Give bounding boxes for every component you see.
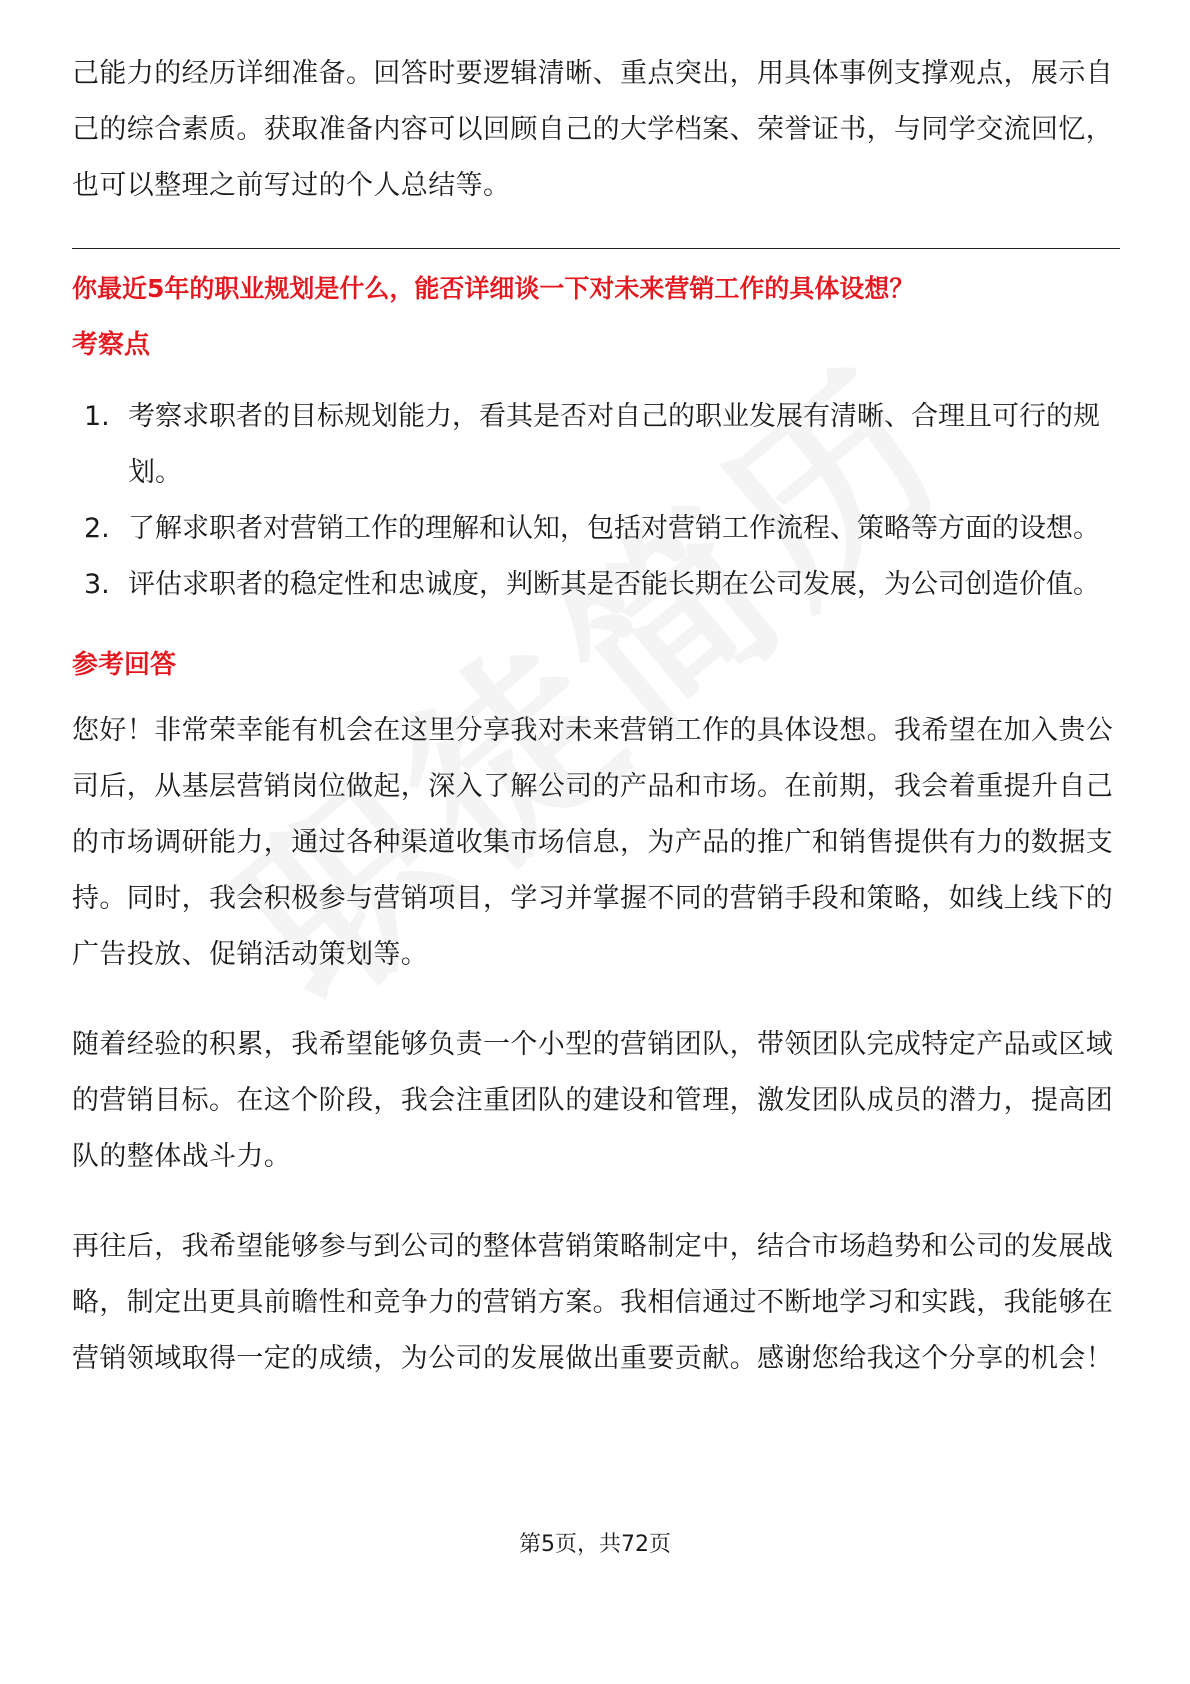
reference-answer-heading: 参考回答: [72, 650, 177, 680]
examination-heading: 考察点: [72, 330, 151, 360]
answer-paragraph: 您好！非常荣幸能有机会在这里分享我对未来营销工作的具体设想。我希望在加入贵公司后，从基层营销岗位做起，深入了解公司的产品和市场。在前期，我会着重提升自己的市场调研能力，通过各种渠道收集市场信息，为产品的推广和销售提供有力的数据支持。同时，我会积极参与营销项目，学习并掌握不同的营销手段和策略，如线上线下的广告投放、促销活动策划等。: [72, 715, 1114, 970]
list-item: [72, 389, 1120, 501]
question-title: 你最近5年的职业规划是什么，能否详细谈一下对未来营销工作的具体设想？: [72, 274, 915, 303]
list-item: [72, 501, 1120, 557]
intro-paragraph: 己能力的经历详细准备。回答时要逻辑清晰、重点突出，用具体事例支撑观点，展示自己的综合素质。获取准备内容可以回顾自己的大学档案、荣誉证书，与同学交流回忆，也可以整理之前写过的个人总结等。: [72, 58, 1114, 201]
list-item-number: 1.: [84, 401, 110, 432]
document-page: [72, 46, 1120, 1387]
list-item-text: 了解求职者对营销工作的理解和认知，包括对营销工作流程、策略等方面的设想。: [128, 513, 1100, 544]
answer-paragraph: 随着经验的积累，我希望能够负责一个小型的营销团队，带领团队完成特定产品或区域的营销目标。在这个阶段，我会注重团队的建设和管理，激发团队成员的潜力，提高团队的整体战斗力。: [72, 1029, 1114, 1172]
list-item-text: 评估求职者的稳定性和忠诚度，判断其是否能长期在公司发展，为公司创造价值。: [128, 569, 1100, 600]
list-item: [72, 557, 1120, 613]
list-item-number: 2.: [84, 513, 110, 544]
examination-points-list: [72, 389, 1120, 613]
reference-answer-body: [72, 703, 1120, 1387]
section-divider: [72, 248, 1120, 249]
page-number-footer: 第5页，共72页: [519, 1532, 671, 1557]
list-item-text: 考察求职者的目标规划能力，看其是否对自己的职业发展有清晰、合理且可行的规划。: [128, 401, 1100, 488]
list-item-number: 3.: [84, 569, 110, 600]
answer-paragraph: 再往后，我希望能够参与到公司的整体营销策略制定中，结合市场趋势和公司的发展战略，制定出更具前瞻性和竞争力的营销方案。我相信通过不断地学习和实践，我能够在营销领域取得一定的成绩，为公司的发展做出重要贡献。感谢您给我这个分享的机会！: [72, 1231, 1114, 1374]
